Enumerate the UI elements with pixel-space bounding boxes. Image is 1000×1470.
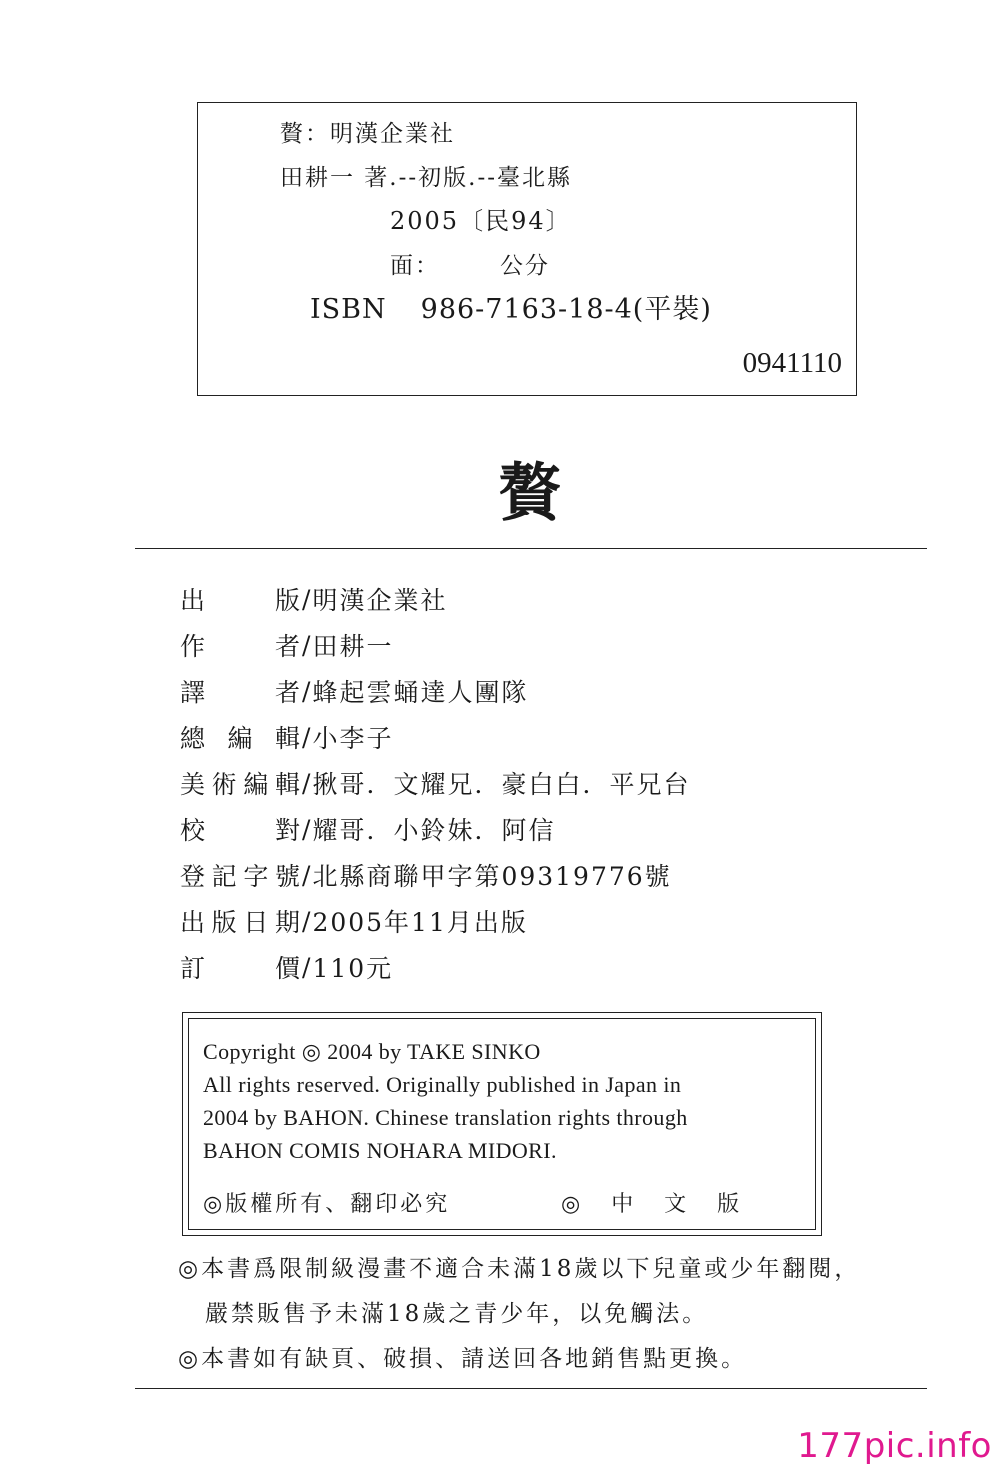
credit-label-char: 編 (227, 724, 253, 753)
credit-label-char: 美 (180, 770, 206, 799)
credit-separator: / (302, 584, 311, 614)
credit-row (180, 668, 690, 714)
credit-label (180, 857, 300, 893)
sale-restriction-notice: 嚴禁販售予未滿18歲之青少年，以免觸法。 (205, 1301, 709, 1327)
isbn-value: 986-7163-18-4(平裝) (420, 294, 712, 325)
watermark: 177pic.info (797, 1426, 992, 1466)
credit-label (180, 673, 300, 709)
credit-label-char: 記 (211, 862, 237, 891)
credit-label (180, 765, 300, 801)
credit-label-char: 作 (180, 632, 206, 661)
copyright-line: BAHON COMIS NOHARA MIDORI. (203, 1138, 557, 1163)
credit-label-char: 版 (274, 586, 300, 615)
credit-label-char: 輯 (274, 724, 300, 753)
copyright-text (203, 1035, 688, 1167)
credit-row (180, 760, 690, 806)
book-title: 贅 (498, 456, 561, 529)
cip-size-unit: 公分 (500, 253, 550, 279)
credit-label (180, 627, 300, 663)
copyright-line: All rights reserved. Originally published in Japan in (203, 1072, 682, 1097)
credits-list (180, 576, 690, 990)
cip-pages-label: 面： (390, 253, 440, 279)
credit-label-char: 者 (274, 632, 300, 661)
credit-label (180, 903, 300, 939)
top-divider (135, 548, 927, 549)
credit-separator: / (302, 630, 311, 660)
cip-year-line: 2005〔民94〕 (390, 207, 572, 235)
credit-label (180, 949, 300, 985)
credit-label-char: 校 (180, 816, 206, 845)
isbn-line (310, 287, 712, 326)
copyright-line: 2004 by BAHON. Chinese translation rights through (203, 1105, 688, 1130)
credit-label (180, 719, 300, 755)
credit-label-char: 輯 (274, 770, 300, 799)
credit-value: 明漢企業社 (312, 586, 448, 615)
credit-value: 2005年11月出版 (312, 908, 528, 937)
credit-separator: / (302, 722, 311, 752)
credit-value: 110元 (312, 954, 394, 983)
replacement-notice: ◎本書如有缺頁、破損、請送回各地銷售點更換。 (178, 1346, 748, 1372)
credit-separator: / (302, 860, 311, 890)
cip-author-line: 田耕一 著.--初版.--臺北縣 (280, 165, 573, 191)
credit-label (180, 811, 300, 847)
edition-label: ◎ 中 文 版 (561, 1192, 752, 1217)
cip-catalog-box (197, 102, 857, 396)
credit-value: 田耕一 (312, 632, 394, 661)
credit-row (180, 714, 690, 760)
credit-value: 北縣商聯甲字第09319776號 (312, 862, 672, 891)
credit-label-char: 價 (274, 954, 300, 983)
credit-label-char: 訂 (180, 954, 206, 983)
copyright-line: Copyright ◎ 2004 by TAKE SINKO (203, 1039, 541, 1064)
credit-value: 蜂起雲蛹達人團隊 (312, 678, 529, 707)
credit-separator: / (302, 814, 311, 844)
credit-label-char: 字 (243, 862, 269, 891)
credit-row (180, 622, 690, 668)
credit-label-char: 術 (211, 770, 237, 799)
copyright-inner-box (188, 1018, 816, 1230)
credit-value: 小李子 (312, 724, 394, 753)
credit-label-char: 編 (243, 770, 269, 799)
credit-label-char: 日 (243, 908, 269, 937)
cip-title-line: 贅：明漢企業社 (280, 121, 455, 147)
credit-label-char: 期 (274, 908, 300, 937)
cip-dimension-line (390, 247, 550, 280)
credit-label-char: 號 (274, 862, 300, 891)
credit-label-char: 登 (180, 862, 206, 891)
credit-row (180, 806, 690, 852)
credit-separator: / (302, 676, 311, 706)
credit-label (180, 581, 300, 617)
copyright-box (182, 1012, 822, 1236)
credit-row (180, 944, 690, 990)
credit-value: 揪哥．文耀兄．豪白白．平兄台 (312, 770, 691, 799)
age-restriction-notice: ◎本書爲限制級漫畫不適合未滿18歲以下兒童或少年翻閱， (178, 1256, 861, 1282)
rights-notice: ◎版權所有、翻印必究 (203, 1192, 451, 1217)
catalog-number: 0941110 (742, 347, 842, 379)
credit-label-char: 譯 (180, 678, 206, 707)
credit-row (180, 898, 690, 944)
credit-label-char: 者 (274, 678, 300, 707)
credit-row (180, 852, 690, 898)
credit-row (180, 576, 690, 622)
bottom-divider (135, 1388, 927, 1389)
credit-value: 耀哥．小鈴妹．阿信 (312, 816, 556, 845)
credit-separator: / (302, 906, 311, 936)
credit-separator: / (302, 952, 311, 982)
credit-label-char: 版 (211, 908, 237, 937)
credit-label-char: 出 (180, 586, 206, 615)
credit-label-char: 總 (180, 724, 206, 753)
credit-label-char: 出 (180, 908, 206, 937)
isbn-label: ISBN (310, 294, 387, 325)
credit-label-char: 對 (274, 816, 300, 845)
credit-separator: / (302, 768, 311, 798)
